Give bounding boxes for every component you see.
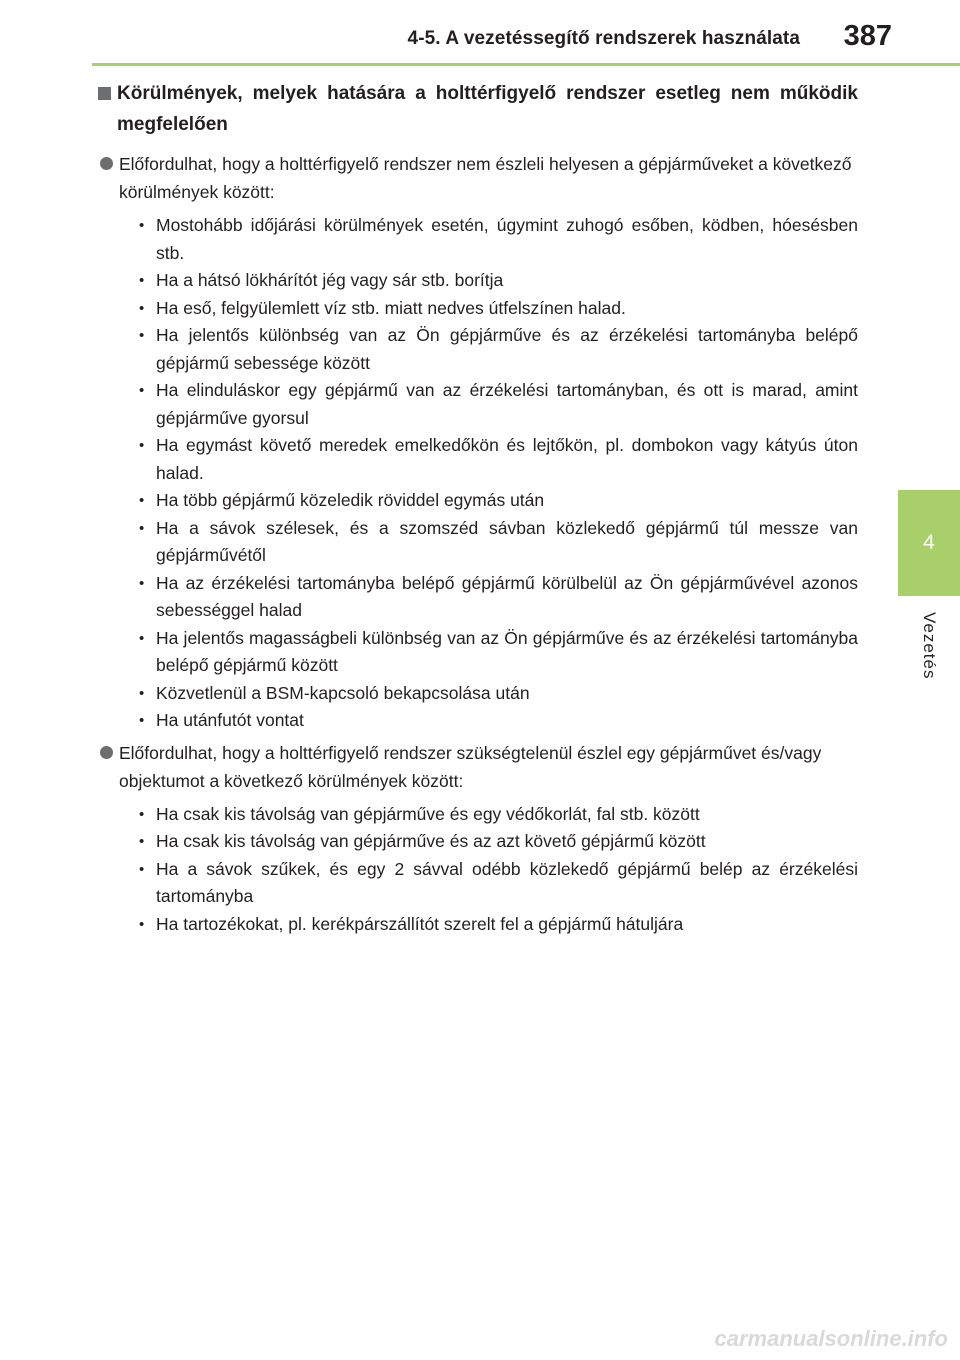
section-heading-text: Körülmények, melyek hatására a holttérfigyelő rendszer esetleg nem működik megfelelően xyxy=(117,83,858,135)
list-item: • Mostohább időjárási körülmények esetén, úgymint zuhogó esőben, ködben, hóesésben stb. xyxy=(130,212,858,267)
paragraph-2-text: Előfordulhat, hogy a holttérfigyelő rendszer szükségtelenül észlel egy gépjárművet és/vagy objektumot a következő körülmények között: xyxy=(119,742,822,791)
circle-bullet-icon xyxy=(100,157,113,170)
list-item: • Ha jelentős magasságbeli különbség van az Ön gépjárműve és az érzékelési tartományba belépő gépjármű között xyxy=(130,625,858,680)
watermark: carmanualsonline.info xyxy=(714,1326,948,1351)
list-item: • Ha több gépjármű közeledik röviddel egymás után xyxy=(130,487,858,515)
paragraph-1 xyxy=(98,150,858,206)
circle-bullet-icon xyxy=(100,746,113,759)
list-item: • Ha a sávok szűkek, és egy 2 sávval odébb közlekedő gépjármű belép az érzékelési tartományba xyxy=(130,856,858,911)
section-heading xyxy=(98,78,858,140)
list-item: • Ha eső, felgyülemlett víz stb. miatt nedves útfelszínen halad. xyxy=(130,295,858,323)
list-item: • Ha elinduláskor egy gépjármű van az érzékelési tartományban, és ott is marad, amint gépjárműve gyorsul xyxy=(130,377,858,432)
page-number: 387 xyxy=(843,20,892,52)
list-item: • Ha csak kis távolság van gépjárműve és az azt követő gépjármű között xyxy=(130,828,858,856)
list-item: • Ha a hátsó lökhárítót jég vagy sár stb. borítja xyxy=(130,267,858,295)
chapter-number: 4 xyxy=(923,531,935,554)
condition-list-1 xyxy=(130,212,858,735)
square-bullet-icon xyxy=(98,87,111,100)
list-item: • Ha egymást követő meredek emelkedőkön és lejtőkön, pl. dombokon vagy kátyús úton halad. xyxy=(130,432,858,487)
list-item: • Ha az érzékelési tartományba belépő gépjármű körülbelül az Ön gépjárművével azonos sebességgel halad xyxy=(130,570,858,625)
page-content xyxy=(98,78,858,942)
section-title: 4-5. A vezetéssegítő rendszerek használata xyxy=(407,28,800,49)
list-item: • Közvetlenül a BSM-kapcsoló bekapcsolása után xyxy=(130,680,858,708)
condition-list-2 xyxy=(130,801,858,939)
chapter-label xyxy=(898,600,960,692)
chapter-tab[interactable] xyxy=(898,490,960,596)
chapter-label-text: Vezetés xyxy=(920,612,939,680)
list-item: • Ha a sávok szélesek, és a szomszéd sávban közlekedő gépjármű túl messze van gépjárművétől xyxy=(130,515,858,570)
list-item: • Ha jelentős különbség van az Ön gépjárműve és az érzékelési tartományba belépő gépjármű sebessége között xyxy=(130,322,858,377)
list-item: • Ha tartozékokat, pl. kerékpárszállítót szerelt fel a gépjármű hátuljára xyxy=(130,911,858,939)
header-divider xyxy=(92,63,960,66)
list-item: • Ha utánfutót vontat xyxy=(130,707,858,735)
paragraph-1-text: Előfordulhat, hogy a holttérfigyelő rendszer nem észleli helyesen a gépjárműveket a következő körülmények között: xyxy=(119,154,852,202)
list-item: • Ha csak kis távolság van gépjárműve és egy védőkorlát, fal stb. között xyxy=(130,801,858,829)
paragraph-2 xyxy=(98,739,858,795)
